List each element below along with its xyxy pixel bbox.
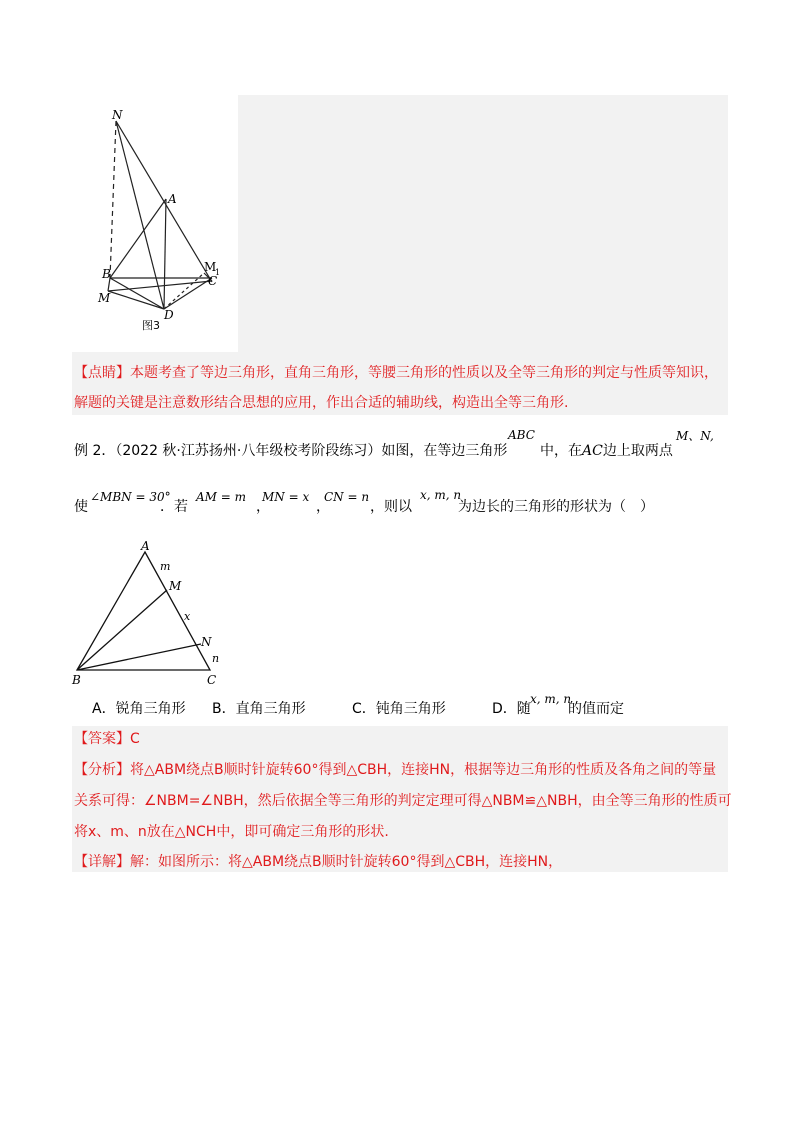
figure2-diagram — [68, 538, 228, 688]
line-BD — [110, 278, 164, 309]
fig2-label-B: B — [72, 673, 81, 687]
example2-ruo: ．若 — [160, 499, 188, 515]
option-D-pre: D．随 — [492, 701, 531, 717]
option-D — [492, 698, 531, 720]
line-BM — [77, 590, 167, 670]
example2-am: AM = m — [196, 490, 247, 504]
analysis-text1: 将△ABM绕点B顺时针旋转60°得到△CBH，连接HN，根据等边三角形的性质及各角之间的等量 — [130, 762, 717, 778]
dianjing-text1: 本题考查了等边三角形，直角三角形，等腰三角形的性质以及全等三角形的判定与性质等知识， — [130, 365, 718, 381]
dianjing-line1 — [74, 362, 718, 384]
analysis-line1 — [74, 759, 716, 781]
option-B: B．直角三角形 — [212, 701, 306, 717]
label-M: M — [98, 291, 111, 305]
example2-mid — [540, 440, 673, 462]
comma-1: ， — [256, 499, 270, 515]
fig2-label-n: n — [212, 652, 220, 665]
line-AB — [110, 199, 166, 278]
line-CD — [164, 278, 212, 309]
example2-mn-eq: MN = x — [262, 490, 310, 504]
example2-angle: ∠MBN = 30° — [90, 490, 171, 504]
answer-line — [74, 728, 140, 750]
line-MD — [108, 291, 164, 309]
label-D: D — [164, 308, 174, 322]
example2-shi: 使 — [74, 499, 88, 515]
label-C: C — [208, 274, 218, 288]
fig2-label-x: x — [184, 610, 191, 623]
fig2-label-C: C — [207, 673, 217, 687]
answer-value: C — [130, 731, 140, 747]
analysis-tag: 【分析】 — [74, 762, 130, 778]
figure3-diagram — [72, 95, 238, 352]
option-D-post: 的值而定 — [568, 701, 624, 717]
detail-tag: 【详解】 — [74, 854, 130, 870]
example2-tail: 为边长的三角形的形状为（ ） — [458, 499, 654, 515]
figure3-caption: 图3 — [142, 319, 160, 332]
label-N: N — [112, 108, 123, 122]
option-A: A．锐角三角形 — [92, 701, 186, 717]
line-BN — [77, 644, 201, 670]
option-C: C．钝角三角形 — [352, 701, 446, 717]
fig2-label-m: m — [160, 560, 171, 573]
line-NB-dashed — [110, 121, 116, 278]
example2-mid-text: 中，在 — [540, 443, 582, 459]
analysis-line2: 关系可得：∠NBM=∠NBH，然后依据全等三角形的判定定理可得△NBM≌△NBH，由全等三角形的性质可 — [74, 793, 732, 809]
example2-prefix: 例 2．（2022 秋·江苏扬州·八年级校考阶段练习）如图，在等边三角形 — [74, 443, 508, 459]
label-M1: M — [204, 260, 217, 274]
label-M1-sub: 1 — [215, 268, 221, 277]
example2-cn: CN = n — [324, 490, 370, 504]
dianjing-tag: 【点睛】 — [74, 365, 130, 381]
dianjing-line2: 解题的关键是注意数形结合思想的应用，作出合适的辅助线，构造出全等三角形. — [74, 395, 569, 411]
detail-text: 解：如图所示：将△ABM绕点B顺时针旋转60°得到△CBH，连接HN， — [130, 854, 563, 870]
option-D-math: x, m, n — [530, 692, 572, 706]
label-A: A — [168, 192, 177, 206]
example2-mid2: 边上取两点 — [602, 443, 673, 459]
example2-abc: ABC — [508, 428, 535, 442]
analysis-line3: 将x、m、n放在△NCH中，即可确定三角形的形状. — [74, 824, 389, 840]
detail-line — [74, 851, 562, 873]
example2-xmn: x, m, n — [420, 488, 462, 502]
example2-ze: ，则以 — [370, 499, 412, 515]
fig2-label-A: A — [141, 539, 150, 553]
answer-tag: 【答案】 — [74, 731, 130, 747]
label-B: B — [102, 267, 111, 281]
fig2-label-M: M — [169, 579, 182, 593]
example2-ac: AC — [582, 443, 603, 459]
example2-mn: M、N, — [676, 429, 714, 443]
comma-2: ， — [316, 499, 330, 515]
line-AD — [164, 199, 166, 309]
fig2-label-N: N — [201, 635, 212, 649]
example2-line1 — [74, 440, 507, 462]
line-ND — [116, 121, 164, 309]
